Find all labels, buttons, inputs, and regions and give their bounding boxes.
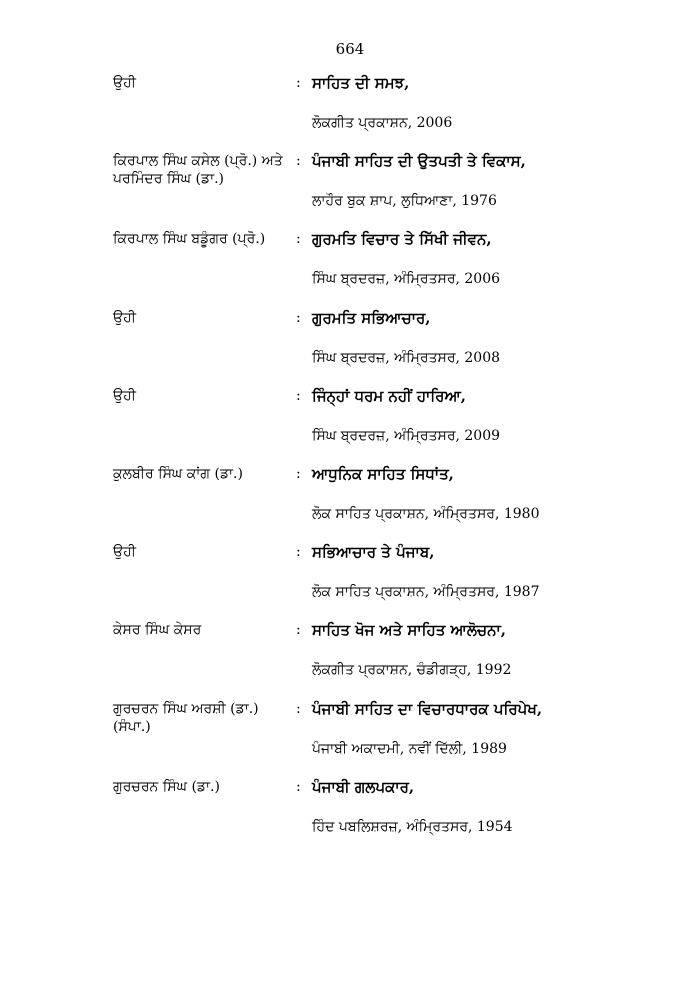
bibliography-entry	[113, 700, 673, 778]
entry-publisher: ਪੰਜਾਬੀ ਅਕਾਦਮੀ, ਨਵੀਂ ਦਿੱਲੀ, 1989	[312, 740, 507, 757]
entry-publisher: ਸਿੰਘ ਬ੍ਰਦਰਜ਼, ਅੰਮ੍ਰਿਤਸਰ, 2009	[312, 427, 501, 444]
entry-title: ਆਧੁਨਿਕ ਸਾਹਿਤ ਸਿਧਾਂਤ,	[312, 464, 454, 483]
entry-title: ਪੰਜਾਬੀ ਸਾਹਿਤ ਦੀ ਉਤਪਤੀ ਤੇ ਵਿਕਾਸ,	[312, 152, 526, 171]
entry-separator: :	[296, 309, 301, 326]
entry-separator: :	[296, 75, 301, 91]
entry-title: ਗੁਰਮਤਿ ਵਿਚਾਰ ਤੇ ਸਿੱਖੀ ਜੀਵਨ,	[312, 230, 492, 249]
entry-separator: :	[296, 700, 301, 717]
entry-title: ਸਾਹਿਤ ਖੋਜ ਅਤੇ ਸਾਹਿਤ ਆਲੋਚਨਾ,	[312, 621, 506, 640]
entry-author: ਉਹੀ	[113, 75, 136, 91]
entry-publisher: ਲੋਕ ਸਾਹਿਤ ਪ੍ਰਕਾਸ਼ਨ, ਅੰਮ੍ਰਿਤਸਰ, 1980	[312, 505, 540, 522]
bibliography-entry	[113, 309, 673, 387]
entry-publisher: ਲੋਕਗੀਤ ਪ੍ਰਕਾਸ਼ਨ, ਚੰਡੀਗੜ੍ਹ, 1992	[312, 662, 512, 679]
entry-author: ਉਹੀ	[113, 309, 136, 326]
entry-separator: :	[296, 544, 301, 561]
entry-author: ਗੁਰਚਰਨ ਸਿੰਘ ਅਰਸ਼ੀ (ਡਾ.) (ਸੰਪਾ.)	[113, 700, 259, 735]
entry-author: ਉਹੀ	[113, 387, 136, 404]
bibliography-entry	[113, 465, 673, 543]
bibliography-entry	[113, 621, 673, 699]
entry-author: ਉਹੀ	[113, 544, 136, 561]
entry-author: ਗੁਰਚਰਨ ਸਿੰਘ (ਡਾ.)	[113, 778, 220, 795]
entry-publisher: ਹਿੰਦ ਪਬਲਿਸ਼ਰਜ਼, ਅੰਮ੍ਰਿਤਸਰ, 1954	[312, 818, 513, 835]
entry-author: ਕਿਰਪਾਲ ਸਿੰਘ ਕਸੇਲ (ਪ੍ਰੋ.) ਅਤੇ ਪਰਮਿੰਦਰ ਸਿੰਘ (ਡਾ.)	[113, 153, 283, 188]
entry-publisher: ਲਾਹੌਰ ਬੁਕ ਸ਼ਾਪ, ਲੁਧਿਆਣਾ, 1976	[312, 193, 497, 210]
entry-publisher: ਲੋਕਗੀਤ ਪ੍ਰਕਾਸ਼ਨ, 2006	[312, 115, 453, 131]
entry-separator: :	[296, 387, 301, 404]
entry-separator: :	[296, 778, 301, 795]
entry-author: ਕਿਰਪਾਲ ਸਿੰਘ ਬਡੂੰਗਰ (ਪ੍ਰੋ.)	[113, 231, 266, 248]
entry-title: ਪੰਜਾਬੀ ਸਾਹਿਤ ਦਾ ਵਿਚਾਰਧਾਰਕ ਪਰਿਪੇਖ,	[312, 699, 543, 718]
entry-title: ਪੰਜਾਬੀ ਗਲਪਕਾਰ,	[312, 777, 415, 796]
bibliography-entry	[113, 543, 673, 621]
entry-title: ਜਿੰਨ੍ਹਾਂ ਧਰਮ ਨਹੀਂ ਹਾਰਿਆ,	[312, 386, 467, 405]
entry-publisher: ਸਿੰਘ ਬ੍ਰਦਰਜ਼, ਅੰਮ੍ਰਿਤਸਰ, 2008	[312, 349, 501, 366]
entry-author: ਕੁਲਬੀਰ ਸਿੰਘ ਕਾਂਗ (ਡਾ.)	[113, 465, 243, 482]
entry-title: ਸਭਿਆਚਾਰ ਤੇ ਪੰਜਾਬ,	[312, 543, 435, 562]
entry-author: ਕੇਸਰ ਸਿੰਘ ਕੇਸਰ	[113, 622, 202, 639]
entry-title: ਸਾਹਿਤ ਦੀ ਸਮਝ,	[312, 74, 410, 92]
entry-title: ਗੁਰਮਤਿ ਸਭਿਆਚਾਰ,	[312, 308, 431, 327]
bibliography-entry	[113, 152, 673, 230]
entry-publisher: ਲੋਕ ਸਾਹਿਤ ਪ੍ਰਕਾਸ਼ਨ, ਅੰਮ੍ਰਿਤਸਰ, 1987	[312, 584, 540, 601]
bibliography-entry	[113, 387, 673, 465]
entry-separator: :	[296, 153, 301, 170]
entry-separator: :	[296, 465, 301, 482]
entry-publisher: ਸਿੰਘ ਬ੍ਰਦਰਜ਼, ਅੰਮ੍ਰਿਤਸਰ, 2006	[312, 271, 501, 288]
bibliography-entry	[113, 74, 673, 152]
bibliography-list	[113, 74, 673, 856]
page-number: 664	[335, 40, 365, 58]
entry-separator: :	[296, 622, 301, 639]
entry-separator: :	[296, 231, 301, 248]
bibliography-entry	[113, 230, 673, 308]
bibliography-entry	[113, 778, 673, 856]
